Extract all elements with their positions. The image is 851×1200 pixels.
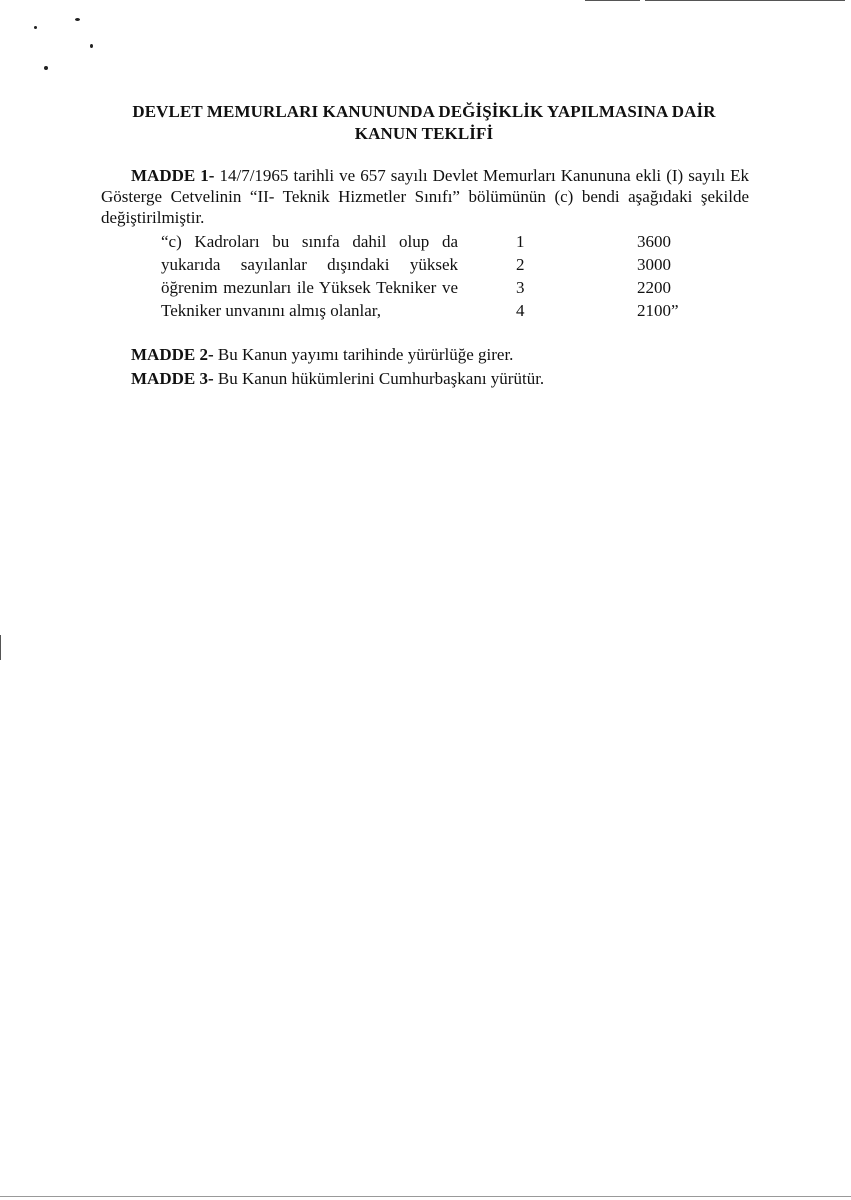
row-indicator: 2200	[637, 278, 671, 297]
article-1-line-1	[101, 165, 749, 186]
scan-speck	[44, 66, 48, 70]
row-description: Tekniker unvanını almış olanlar,	[161, 301, 382, 320]
article-1-label: MADDE 1-	[131, 166, 215, 185]
article-2-label: MADDE 2-	[131, 345, 214, 364]
article-1-line-2: Gösterge Cetvelinin “II- Teknik Hizmetler Sınıfı” bölümünün (c) bendi aşağıdaki şekilde	[101, 187, 749, 206]
article-1-line-3: değiştirilmiştir.	[101, 208, 205, 227]
row-description: “c) Kadroları bu sınıfa dahil olup da	[161, 232, 458, 251]
article-1-text-1: 14/7/1965 tarihli ve 657 sayılı Devlet Memurları Kanununa ekli (I) sayılı Ek	[219, 166, 749, 185]
scan-edge-line	[0, 1196, 851, 1197]
row-description: yukarıda sayılanlar dışındaki yüksek	[161, 255, 458, 274]
row-indicator: 2100”	[637, 301, 679, 320]
scan-speck	[90, 44, 93, 48]
scan-speck	[34, 26, 37, 29]
row-degree: 1	[516, 232, 525, 251]
article-3-text: Bu Kanun hükümlerini Cumhurbaşkanı yürütür.	[217, 369, 545, 388]
document-title	[100, 101, 748, 145]
scan-edge-line	[0, 635, 1, 660]
scan-speck	[75, 18, 80, 21]
row-degree: 3	[516, 278, 525, 297]
article-2-text: Bu Kanun yayımı tarihinde yürürlüğe girer.	[217, 345, 514, 364]
article-1	[101, 165, 749, 228]
row-indicator: 3000	[637, 255, 671, 274]
scan-edge-line	[585, 0, 640, 1]
title-line-1: DEVLET MEMURLARI KANUNUNDA DEĞİŞİKLİK YAPILMASINA DAİR	[132, 102, 716, 121]
article-3-label: MADDE 3-	[131, 369, 214, 388]
article-2	[131, 344, 751, 365]
row-degree: 2	[516, 255, 525, 274]
row-indicator: 3600	[637, 232, 671, 251]
row-description: öğrenim mezunları ile Yüksek Tekniker ve	[161, 278, 458, 297]
article-3	[131, 368, 751, 389]
scan-edge-line	[645, 0, 845, 1]
title-line-2: KANUN TEKLİFİ	[354, 124, 494, 143]
row-degree: 4	[516, 301, 525, 320]
